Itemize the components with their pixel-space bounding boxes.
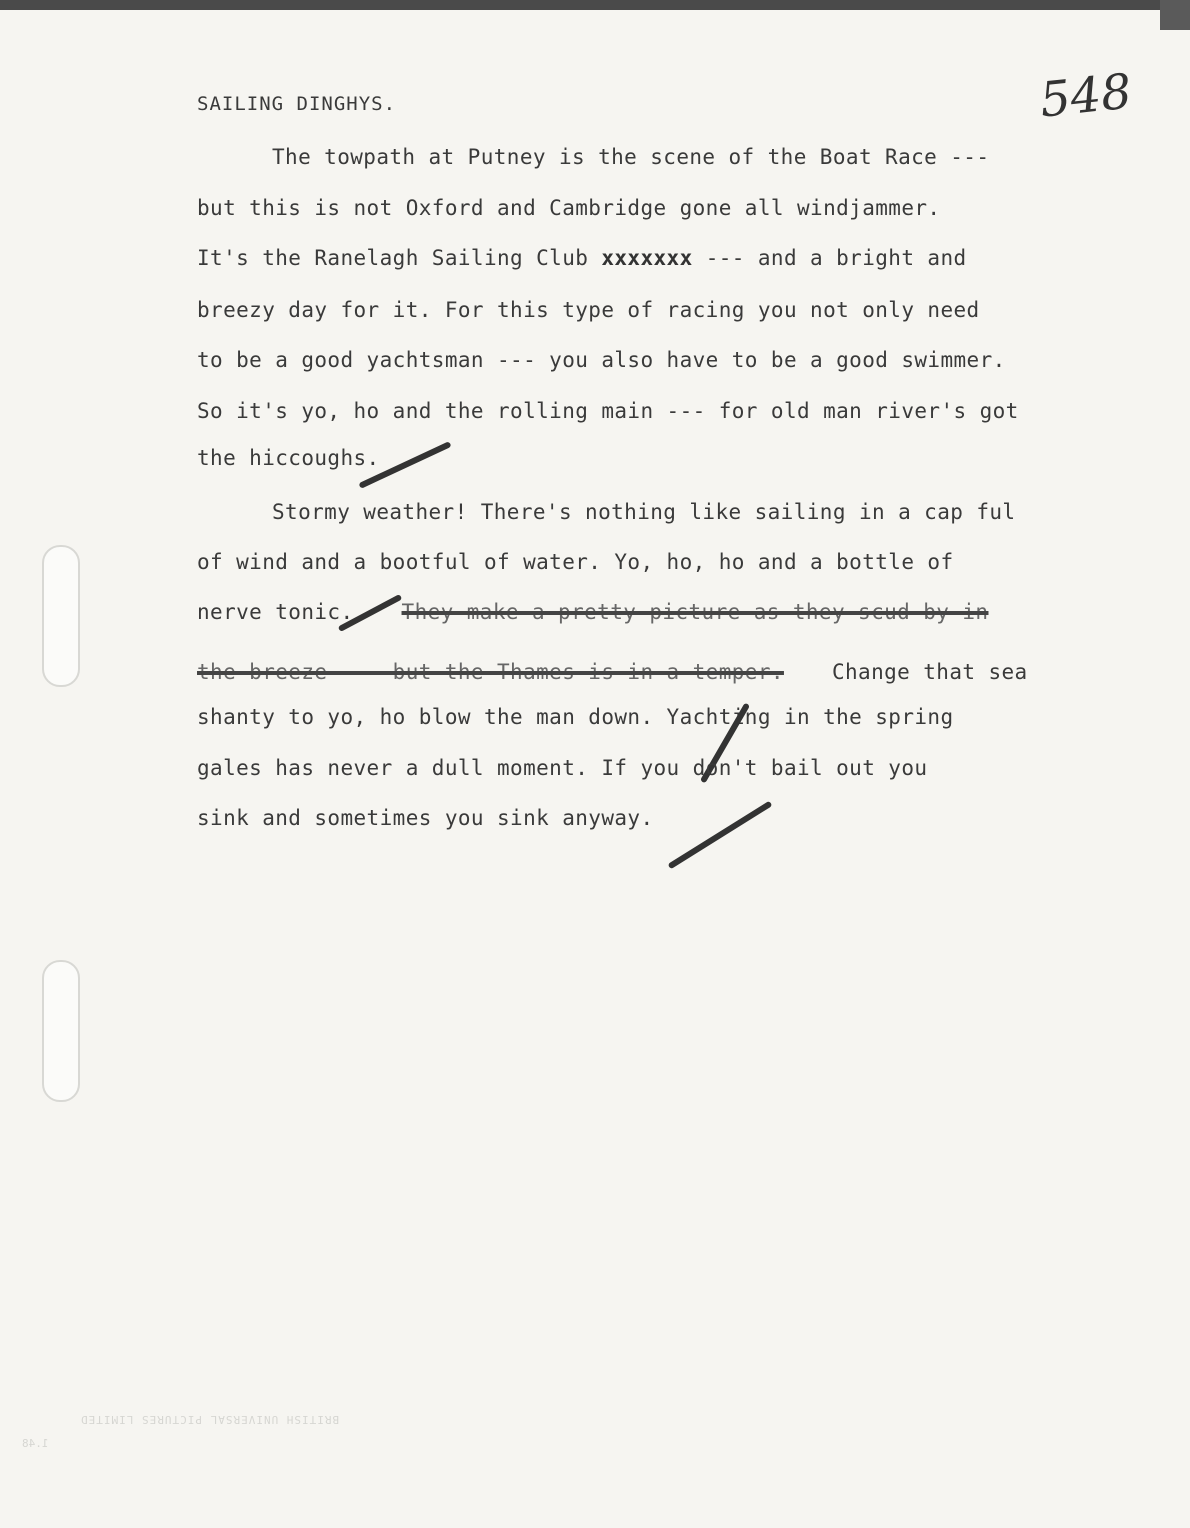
text-line-3 bbox=[197, 246, 967, 270]
text-line-13: gales has never a dull moment. If you don't bail out you bbox=[197, 756, 928, 780]
punch-hole-top bbox=[42, 545, 80, 687]
text-line-14: sink and sometimes you sink anyway. bbox=[197, 806, 654, 830]
text-line-6: So it's yo, ho and the rolling main --- for old man river's got bbox=[197, 399, 1019, 423]
text-line-4: breezy day for it. For this type of racing you not only need bbox=[197, 298, 980, 322]
text-line-12: shanty to yo, ho blow the man down. Yachting in the spring bbox=[197, 705, 954, 729]
text-line-11-end: Change that sea bbox=[831, 660, 1028, 684]
bleed-through-stamp: BRITISH UNIVERSAL PICTURES LIMITED bbox=[80, 1413, 340, 1426]
bleed-through-code: 1.48 bbox=[22, 1437, 49, 1450]
struck-through-text: They make a pretty picture as they scud by in bbox=[401, 600, 989, 624]
text-line-8: Stormy weather! There's nothing like sailing in a cap ful bbox=[272, 500, 1016, 524]
pen-slash-mark bbox=[668, 801, 773, 870]
text-line-3-end: --- and a bright and bbox=[692, 246, 967, 270]
scan-top-edge bbox=[0, 0, 1190, 10]
text-line-2: but this is not Oxford and Cambridge gone all windjammer. bbox=[197, 196, 941, 220]
handwritten-page-number: 548 bbox=[1037, 63, 1135, 129]
text-line-1: The towpath at Putney is the scene of the Boat Race --- bbox=[272, 145, 990, 169]
text-line-9: of wind and a bootful of water. Yo, ho, ho and a bottle of bbox=[197, 550, 954, 574]
text-line-3-start: It's the Ranelagh Sailing Club bbox=[197, 246, 602, 270]
text-line-10 bbox=[197, 600, 988, 624]
typed-out-word: xxxxxxx bbox=[601, 246, 693, 270]
text-line-7: the hiccoughs. bbox=[197, 446, 380, 470]
punch-hole-bottom bbox=[42, 960, 80, 1102]
text-line-5: to be a good yachtsman --- you also have to be a good swimmer. bbox=[197, 348, 1006, 372]
text-line-10-start: nerve tonic. bbox=[197, 600, 354, 624]
text-line-11 bbox=[197, 660, 1028, 684]
document-title: SAILING DINGHYS. bbox=[197, 93, 397, 115]
struck-through-text: the breeze --- but the Thames is in a temper. bbox=[197, 660, 784, 684]
